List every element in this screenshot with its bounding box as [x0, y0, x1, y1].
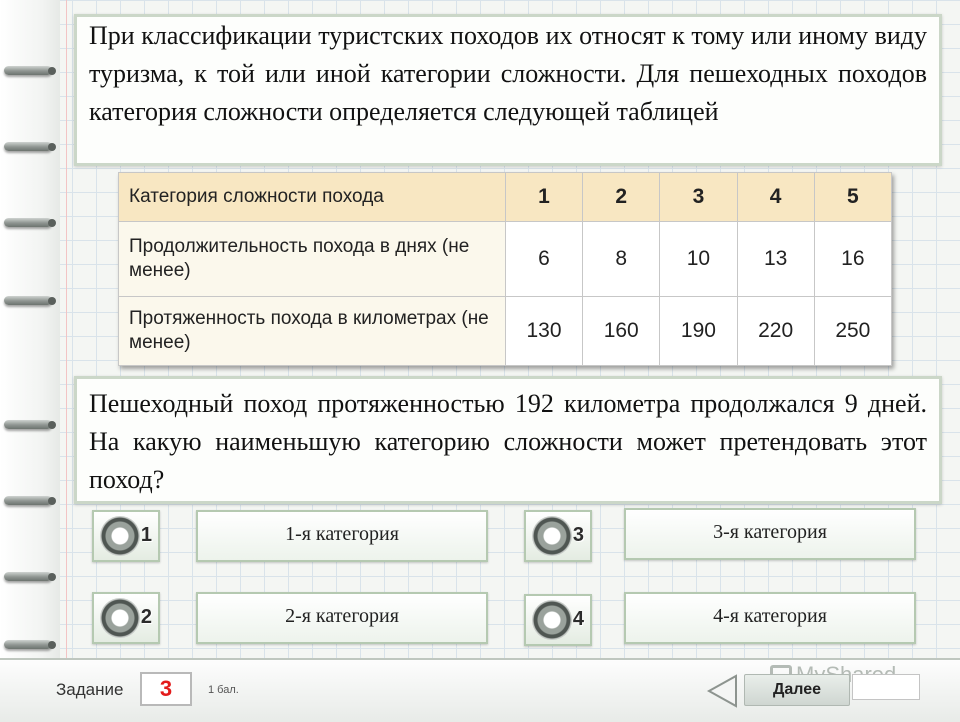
- back-arrow-icon[interactable]: [706, 674, 738, 708]
- binder-ring: [4, 142, 52, 151]
- intro-panel: [74, 14, 942, 166]
- row-label: Протяженность похода в километрах (не менее): [119, 297, 506, 366]
- answer-option-1[interactable]: 1-я категория: [196, 510, 488, 562]
- binder-ring: [4, 496, 52, 505]
- table-row: [119, 222, 892, 297]
- footer-bar: [0, 658, 960, 722]
- answer-radio-4[interactable]: [524, 594, 592, 646]
- answer-option-2[interactable]: 2-я категория: [196, 592, 488, 644]
- question-panel: [74, 376, 942, 504]
- table-cell: 6: [505, 222, 582, 297]
- row-label: Продолжительность похода в днях (не менее): [119, 222, 506, 297]
- next-input-box: [852, 674, 920, 700]
- radio-number: 1: [140, 524, 152, 546]
- task-number-badge: 3: [140, 672, 192, 706]
- table-row: [119, 297, 892, 366]
- answer-radio-2[interactable]: [92, 592, 160, 644]
- points-label: 1 бал.: [208, 684, 239, 696]
- binder-ring: [4, 640, 52, 649]
- table-cell: 220: [737, 297, 814, 366]
- category-cell: 5: [814, 173, 891, 222]
- binder-ring: [4, 218, 52, 227]
- category-cell: 1: [505, 173, 582, 222]
- answer-radio-1[interactable]: [92, 510, 160, 562]
- header-label: Категория сложности похода: [119, 173, 506, 222]
- task-label: Задание: [56, 680, 124, 699]
- table-header-row: [119, 173, 892, 222]
- next-button[interactable]: Далее: [744, 674, 850, 706]
- difficulty-table: [118, 172, 892, 366]
- table-cell: 8: [583, 222, 660, 297]
- table-cell: 13: [737, 222, 814, 297]
- binder-ring: [4, 572, 52, 581]
- question-text: Пешеходный поход протяженностью 192 километра продолжался 9 дней. На какую наименьшую категорию сложности может претендовать этот поход?: [89, 389, 927, 494]
- radio-number: 2: [140, 606, 152, 628]
- answer-radio-3[interactable]: [524, 510, 592, 562]
- category-cell: 4: [737, 173, 814, 222]
- binder-ring: [4, 66, 52, 75]
- radio-circle-icon: [100, 598, 140, 638]
- intro-text: При классификации туристских походов их относят к тому или иному виду туризма, к той или иной категории сложности. Для пешеходных походов категория сложности определяется следующей таблицей: [89, 21, 927, 126]
- radio-circle-icon: [100, 516, 140, 556]
- table-cell: 190: [660, 297, 737, 366]
- table-cell: 250: [814, 297, 891, 366]
- answer-option-3[interactable]: 3-я категория: [624, 508, 916, 560]
- notebook-spine: [0, 0, 60, 658]
- margin-line: [66, 0, 67, 658]
- radio-circle-icon: [532, 516, 572, 556]
- table-cell: 130: [505, 297, 582, 366]
- radio-circle-icon: [532, 600, 572, 640]
- table-cell: 10: [660, 222, 737, 297]
- answer-option-4[interactable]: 4-я категория: [624, 592, 916, 644]
- radio-number: 4: [572, 608, 584, 630]
- binder-ring: [4, 420, 52, 429]
- table-cell: 160: [583, 297, 660, 366]
- table-cell: 16: [814, 222, 891, 297]
- category-cell: 3: [660, 173, 737, 222]
- radio-number: 3: [572, 524, 584, 546]
- category-cell: 2: [583, 173, 660, 222]
- binder-ring: [4, 296, 52, 305]
